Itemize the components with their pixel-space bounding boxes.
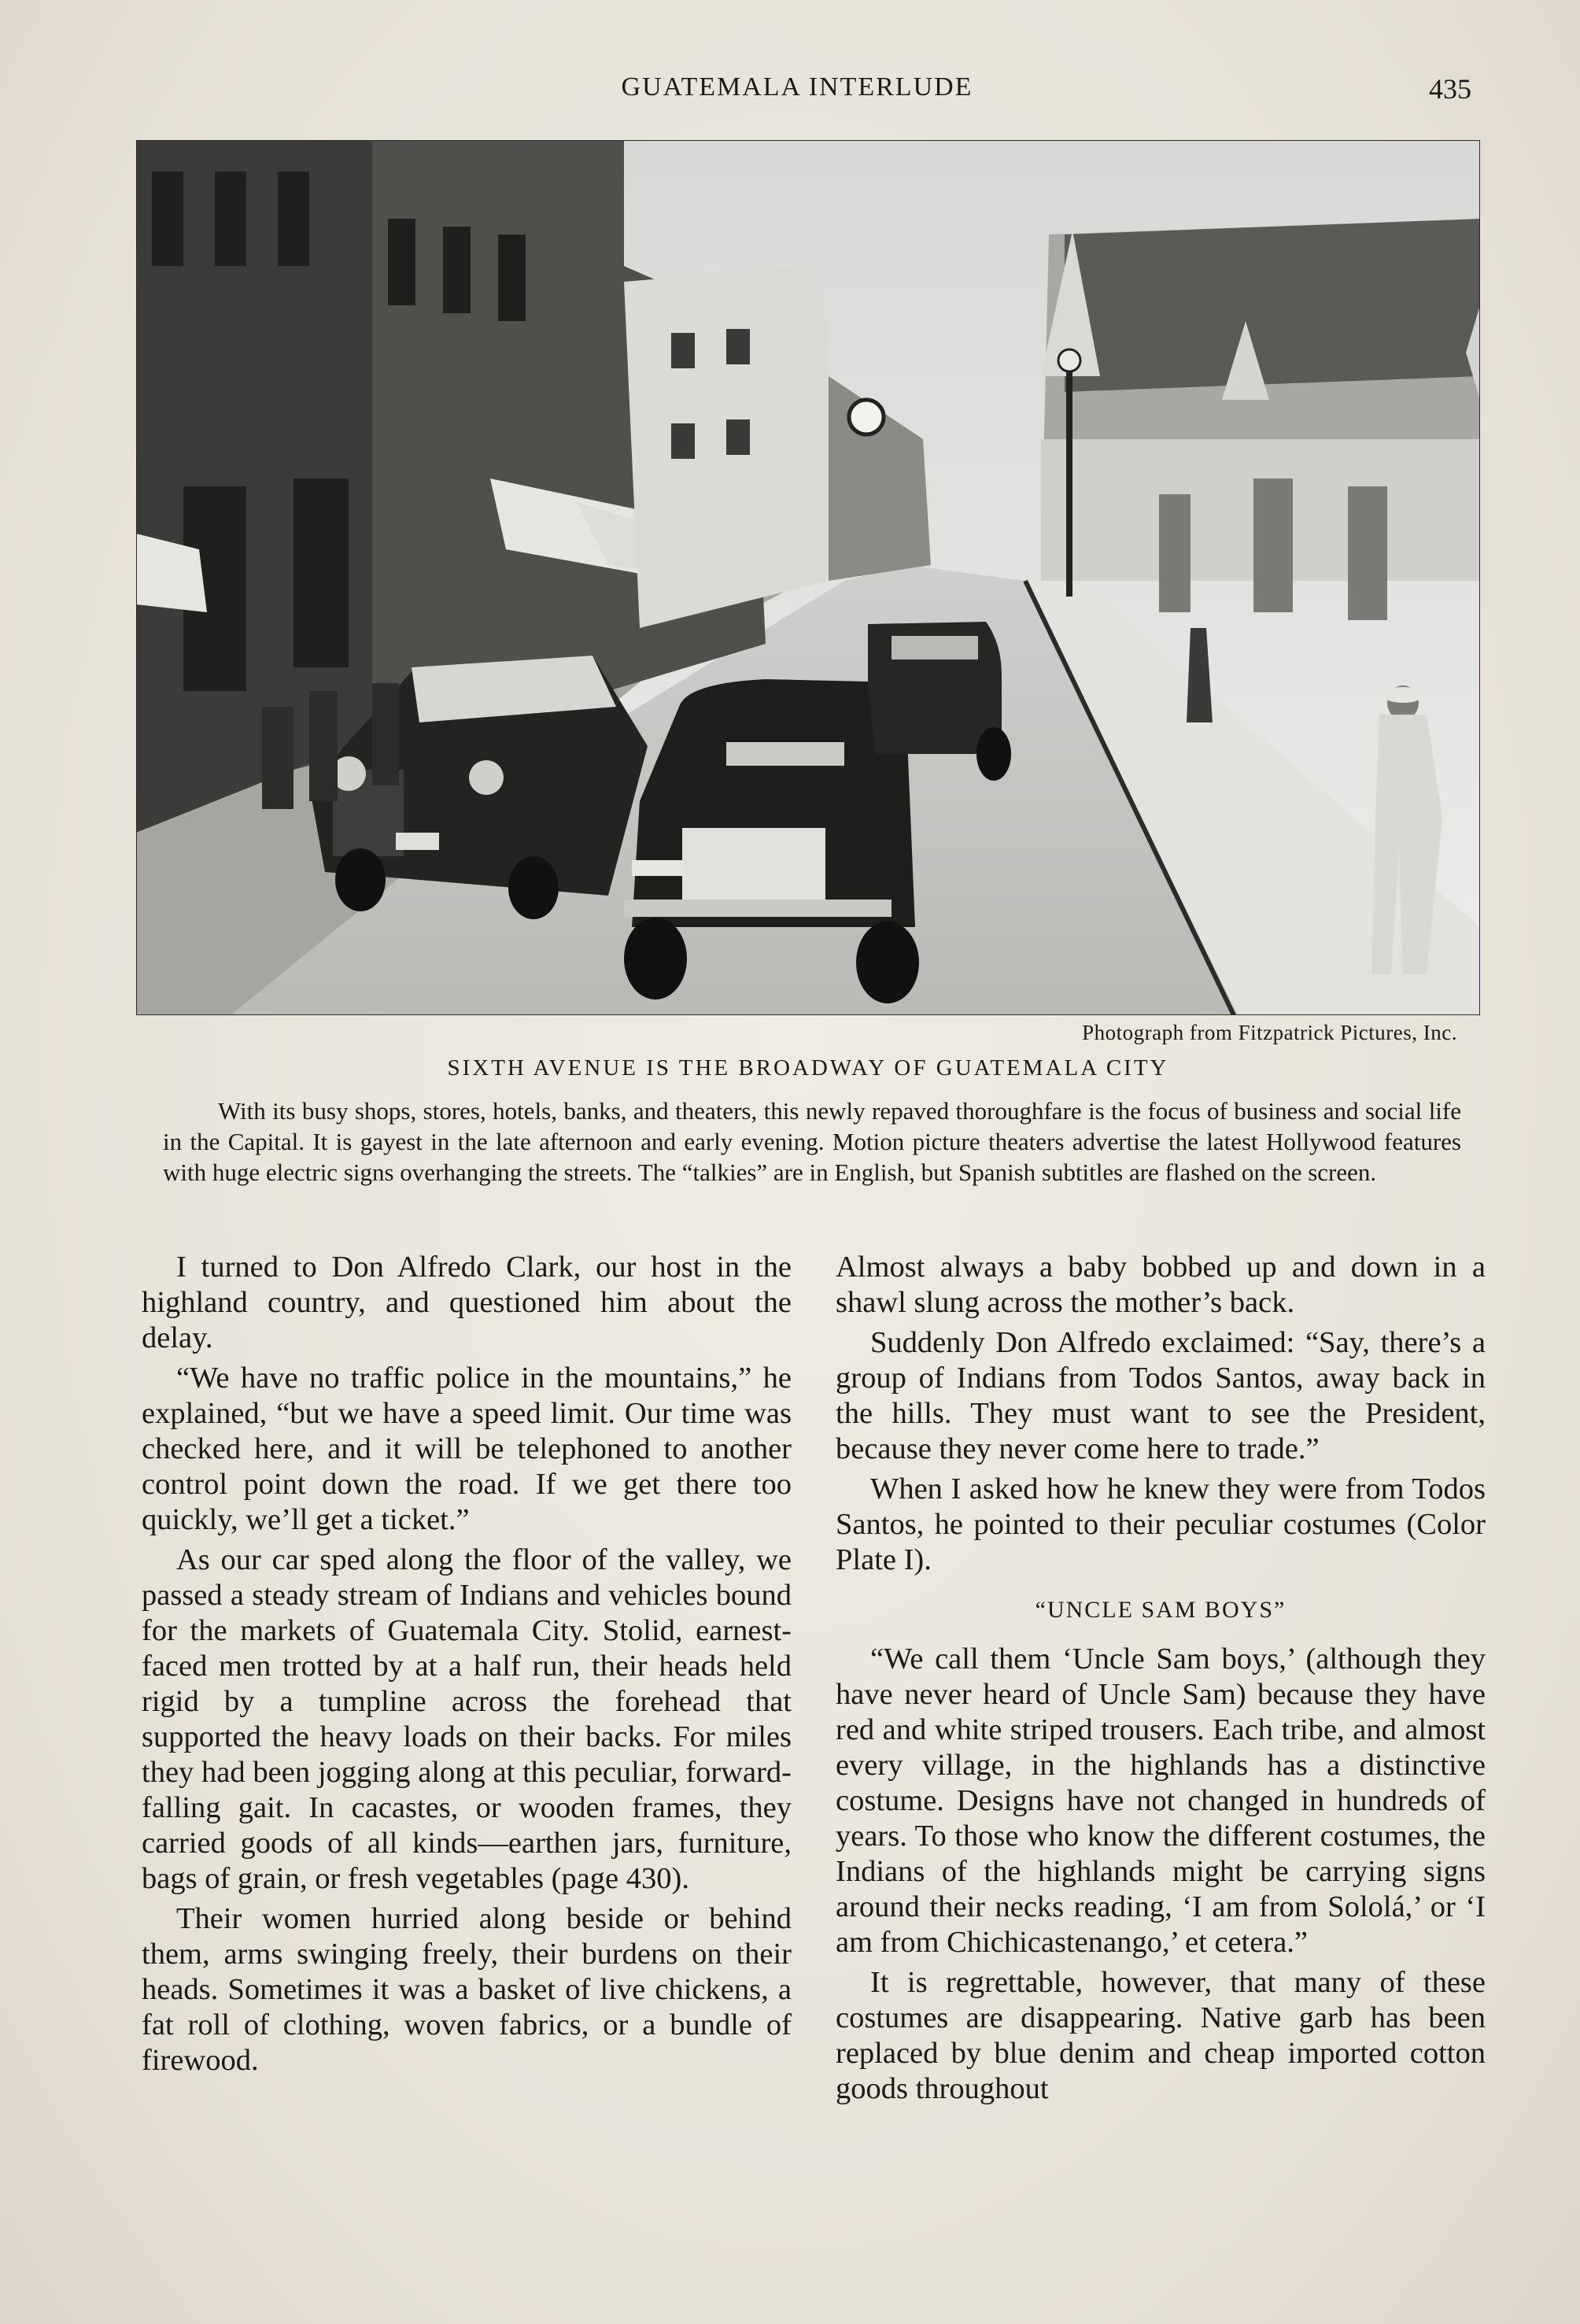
paragraph: As our car sped along the floor of the valley, we passed a steady stream of Indians and vehicles bound for the markets of Guatemala City. Stolid, earnest-faced men trotted by at a half run, their heads held rigid by a tumpline across the forehead that supported the heavy loads on their backs. For miles they had been jogging along at this peculiar, forward-falling gait. In cacastes, or wooden frames, they carried goods of all kinds—earthen jars, furniture, bags of grain, or fresh vegetables (page 430). xyxy=(142,1543,792,1895)
paragraph: When I asked how he knew they were from Todos Santos, he pointed to their peculiar costumes (Color Plate I). xyxy=(836,1472,1486,1576)
caption-title: SIXTH AVENUE IS THE BROADWAY OF GUATEMALA CITY xyxy=(447,1055,1169,1081)
paragraph: Their women hurried along beside or behind them, arms swinging freely, their burdens on their heads. Sometimes it was a basket of live chickens, a fat roll of clothing, woven fabrics, or a bundle of firewood. xyxy=(142,1902,792,2077)
left-column xyxy=(142,1250,792,2083)
paragraph: I turned to Don Alfredo Clark, our host in the highland country, and questioned him about the delay. xyxy=(142,1251,792,1354)
paragraph: It is regrettable, however, that many of these costumes are disappearing. Native garb has been replaced by blue denim and cheap imported cotton goods throughout xyxy=(836,1966,1486,2105)
paragraph: Suddenly Don Alfredo exclaimed: “Say, there’s a group of Indians from Todos Santos, away back in the hills. They must want to see the President, because they never come here to trade.” xyxy=(836,1326,1486,1465)
running-title: GUATEMALA INTERLUDE xyxy=(621,72,973,102)
street-photograph xyxy=(136,140,1480,1015)
running-head xyxy=(134,72,1471,112)
section-subhead: “UNCLE SAM BOYS” xyxy=(1035,1597,1287,1623)
caption-body: With its busy shops, stores, hotels, banks, and theaters, this newly repaved thoroughfare is the focus of business and social life in the Capital. It is gayest in the late afternoon and early evening. Motion picture theaters advertise the latest Hollywood features with huge electric signs overhanging the streets. The “talkies” are in English, but Spanish subtitles are flashed on the screen. xyxy=(163,1097,1461,1186)
page-number: 435 xyxy=(1429,73,1471,105)
paragraph: “We have no traffic police in the mountains,” he explained, “but we have a speed limit. Our time was checked here, and it will be telephoned to another control point down the road. If we get there too quickly, we’ll get a ticket.” xyxy=(142,1362,792,1536)
paragraph: “We call them ‘Uncle Sam boys,’ (although they have never heard of Uncle Sam) because they have red and white striped trousers. Each tribe, and almost every village, in the highlands has a distinctive costume. Designs have not changed in hundreds of years. To those who know the different costumes, the Indians of the highlands might be carrying signs around their necks reading, ‘I am from Sololá,’ or ‘I am from Chichicastenango,’ et cetera.” xyxy=(836,1642,1486,1959)
paragraph: Almost always a baby bobbed up and down in a shawl slung across the mother’s back. xyxy=(836,1251,1486,1319)
photo-credit: Photograph from Fitzpatrick Pictures, Inc. xyxy=(1082,1021,1457,1044)
right-column xyxy=(836,1250,1486,2112)
